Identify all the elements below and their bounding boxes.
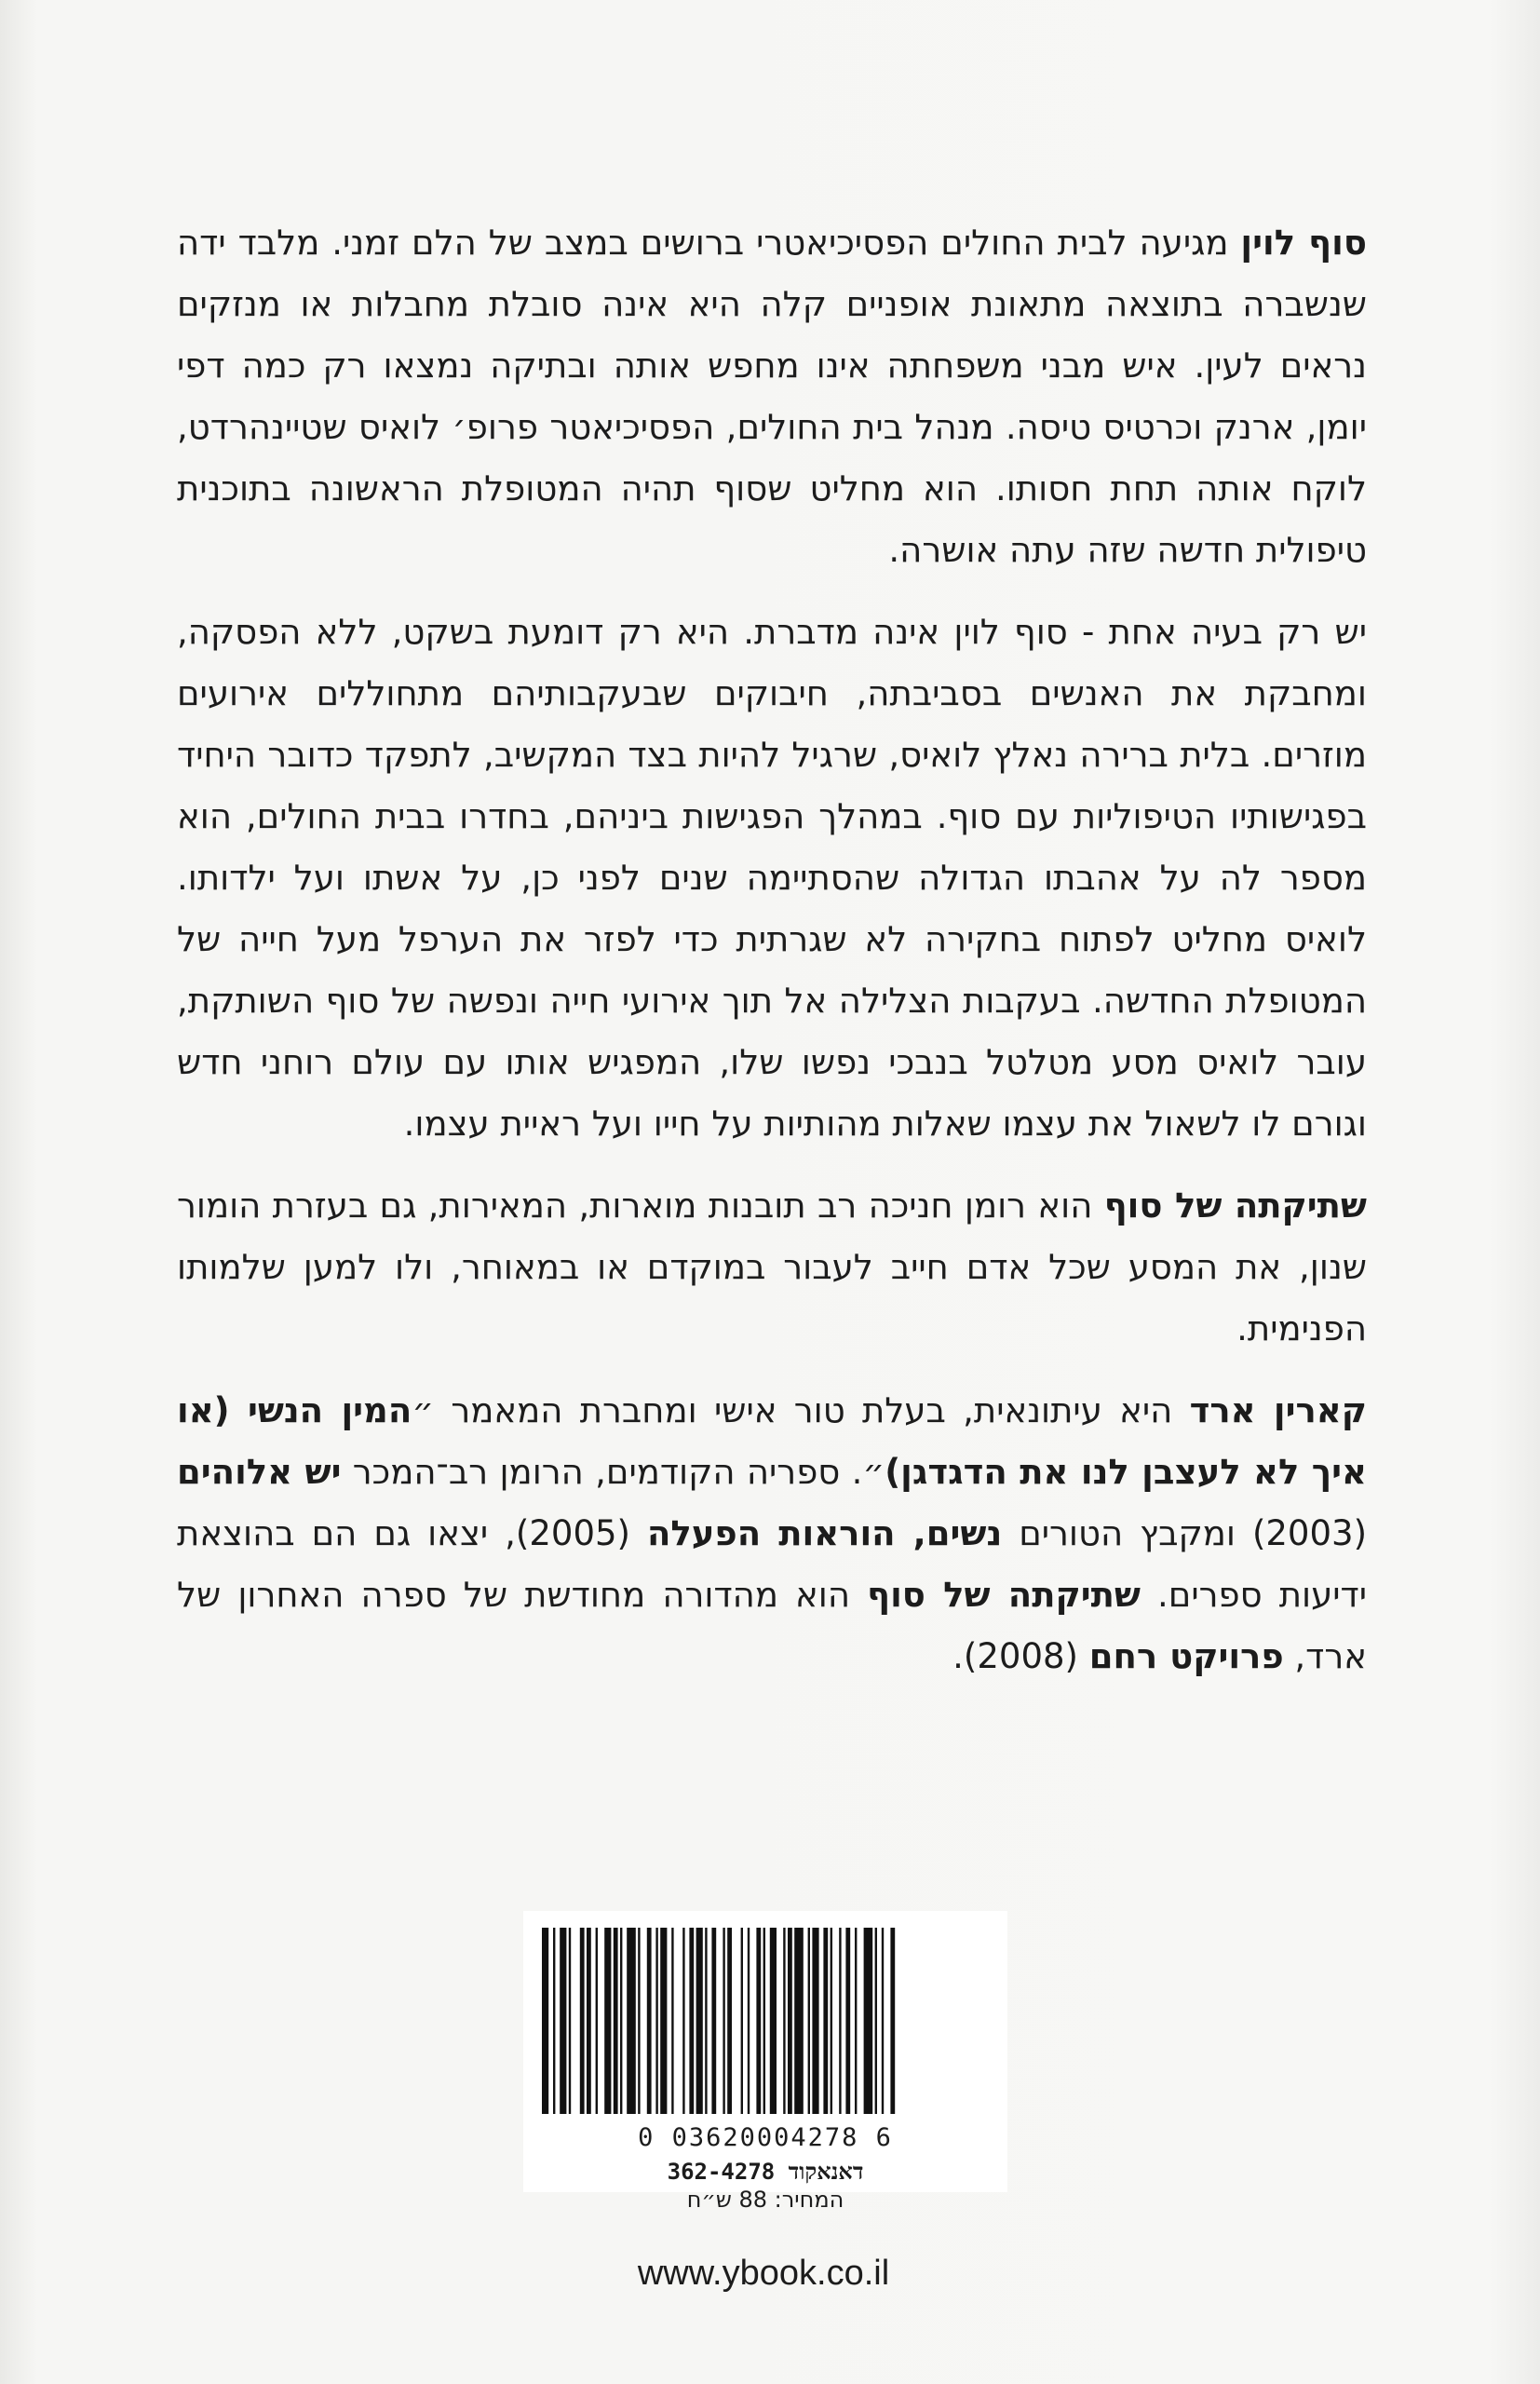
- barcode-digits: 0 03620004278 6: [638, 2123, 893, 2152]
- barcode-bar: [783, 1928, 785, 2114]
- text-run: הוא רומן חניכה רב תובנות מוארות, המאירות, גם בעזרת הומור שנון, את המסע שכל אדם חייב לעבור במוקדם או במאוחר, ולו למען שלמותו הפנימית.: [177, 1185, 1367, 1348]
- barcode-bar: [689, 1928, 694, 2114]
- text-run: הוא מהדורה מחודשת של ספרה האחרון של ארד,: [177, 1575, 1367, 1676]
- barcode-bar: [756, 1928, 761, 2114]
- barcode-bar: [682, 1928, 684, 2114]
- barcode-bar: [711, 1928, 716, 2114]
- barcode-bar: [596, 1928, 598, 2114]
- price-label: המחיר: 88 ש״ח: [686, 2187, 844, 2213]
- barcode-bar: [855, 1928, 857, 2114]
- barcode-bar: [671, 1928, 673, 2114]
- barcode-bar: [794, 1928, 804, 2114]
- barcode-bar: [763, 1928, 765, 2114]
- barcode-bar: [655, 1928, 657, 2114]
- bold-title-run: שתיקתה של סוף: [867, 1575, 1141, 1615]
- text-run: ״. ספריה הקודמים, הרומן רב־המכר: [341, 1452, 885, 1492]
- barcode-bar: [569, 1928, 571, 2114]
- barcode-bar: [890, 1928, 895, 2114]
- barcode-bar: [845, 1928, 850, 2114]
- barcode-bar: [587, 1928, 591, 2114]
- barcode-bar: [705, 1928, 707, 2114]
- bold-title-run: שתיקתה של סוף: [1103, 1185, 1367, 1226]
- barcode-bar: [727, 1928, 732, 2114]
- barcode-bar: [808, 1928, 810, 2114]
- blurb-paragraph: [177, 602, 1367, 1155]
- text-run: (2005), יצאו גם הם בהוצאת ידיעות ספרים.: [177, 1513, 1367, 1615]
- barcode-bar: [638, 1928, 640, 2114]
- barcode-bar: [864, 1928, 873, 2114]
- barcode-graphic: [536, 1928, 994, 2114]
- bold-title-run: פרויקט רחם: [1088, 1636, 1284, 1676]
- barcode-bar: [875, 1928, 877, 2114]
- text-run: יש רק בעיה אחת - סוף לוין אינה מדברת. היא רק דומעת בשקט, ללא הפסקה, ומחבקת את האנשים בסביבתה, חיבוקים שבעקבותיהם מתחוללים אירועים מוזרים. בלית ברירה נאלץ לואיס, שרגיל להיות בצד המקשיב, לתפקד כדובר היחיד בפגישותיו הטיפוליות עם סוף. במהלך הפגישות ביניהם, בחדרו בבית החולים, הוא מספר לה על אהבתו הגדולה שהסתיימה שנים לפני כן, על אשתו ועל ילדותו. לואיס מחליט לפתוח בחקירה לא שגרתית כדי לפזר את הערפל מעל חייה של המטופלת החדשה. בעקבות הצלילה אל תוך אירועי חייה ונפשה של סוף השותקת, עובר לואיס מסע מטלטל בנבכי נפשו שלו, המפגיש אותו עם עולם רוחני חדש וגורם לו לשאול את עצמו שאלות מהותיות על חייו ועל ראיית עצמו.: [177, 612, 1367, 1144]
- blurb-paragraph: [177, 1175, 1367, 1360]
- text-run: מגיעה לבית החולים הפסיכיאטרי ברושים במצב של הלם זמני. מלבד ידה שנשברה בתוצאה מתאונת אופניים קלה היא אינה סובלת מחבלות או מנזקים נראים לעין. איש מבני משפחתה אינו מחפש אותה ובתיקה נמצאו רק כמה דפי יומן, ארנק וכרטיס טיסה. מנהל בית החולים, הפסיכיאטר פרופ׳ לואיס שטיינהרדט, לוקח אותה תחת חסותו. הוא מחליט שסוף תהיה המטופלת הראשונה בתוכנית טיפולית חדשה שזה עתה אושרה.: [177, 223, 1367, 570]
- barcode-bar: [788, 1928, 792, 2114]
- barcode-bar: [660, 1928, 667, 2114]
- barcode-bar: [812, 1928, 818, 2114]
- barcode-bar: [831, 1928, 832, 2114]
- barcode-bar: [620, 1928, 622, 2114]
- barcode-label: [523, 1911, 1007, 2192]
- danacode-label: דאנאקוד 362-4278: [667, 2159, 864, 2185]
- barcode-bar: [770, 1928, 777, 2114]
- barcode-bar: [560, 1928, 566, 2114]
- barcode-bar: [542, 1928, 548, 2114]
- barcode-bar: [741, 1928, 743, 2114]
- barcode-bar: [748, 1928, 750, 2114]
- blurb-paragraph: [177, 212, 1367, 581]
- text-run: (2003) ומקבץ הטורים: [1002, 1513, 1367, 1553]
- barcode-bar: [696, 1928, 703, 2114]
- bold-title-run: סוף לוין: [1240, 223, 1367, 263]
- barcode-bar: [580, 1928, 585, 2114]
- barcode-bar: [553, 1928, 555, 2114]
- barcode-bar: [627, 1928, 636, 2114]
- barcode-bar: [882, 1928, 884, 2114]
- bold-title-run: קארין ארד: [1189, 1390, 1367, 1430]
- barcode-bar: [723, 1928, 724, 2114]
- text-run: (2008).: [952, 1636, 1089, 1676]
- barcode-bar: [604, 1928, 611, 2114]
- blurb-paragraph: [177, 1380, 1367, 1687]
- barcode-bar: [839, 1928, 841, 2114]
- barcode-bar: [647, 1928, 652, 2114]
- bold-title-run: יש אלוהים: [177, 1452, 342, 1492]
- bold-title-run: נשים, הוראות הפעלה: [646, 1513, 1003, 1553]
- text-run: היא עיתונאית, בעלת טור אישי ומחברת המאמר ״: [412, 1390, 1190, 1430]
- barcode-bar: [823, 1928, 828, 2114]
- publisher-website: www.ybook.co.il: [637, 2254, 890, 2293]
- bold-title-run: המין הנשי (או איך לא לעצבן לנו את הדגדגן): [177, 1390, 1367, 1492]
- back-cover-blurb: [177, 212, 1367, 1708]
- barcode-bar: [614, 1928, 618, 2114]
